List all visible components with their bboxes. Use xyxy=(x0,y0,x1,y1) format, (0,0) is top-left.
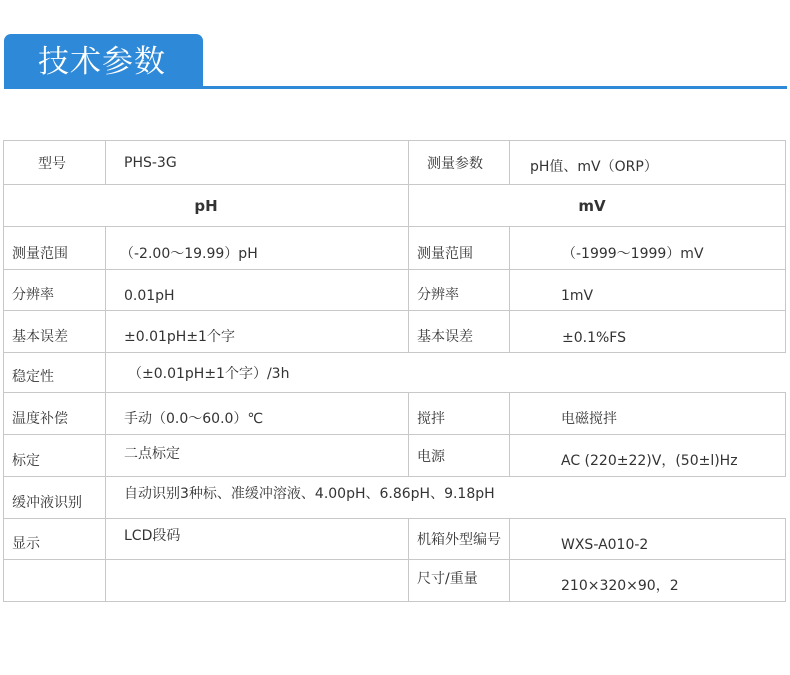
range-label-mv: 测量范围 xyxy=(417,246,473,262)
model-value: PHS-3G xyxy=(124,154,177,171)
label-cell xyxy=(4,393,106,435)
size-weight-value: 210×320×90，2 xyxy=(561,578,679,594)
section-cell-mv xyxy=(409,185,786,227)
value-cell xyxy=(510,519,786,560)
label-cell xyxy=(4,519,106,560)
table-row xyxy=(4,227,786,270)
range-value-mv: （-1999～1999）mV xyxy=(562,246,704,262)
empty-cell xyxy=(106,560,409,602)
value-cell xyxy=(106,519,409,560)
header-divider xyxy=(4,86,787,89)
ph-heading: pH xyxy=(194,196,218,215)
table-row xyxy=(4,519,786,560)
value-cell xyxy=(106,141,409,185)
model-label: 型号 xyxy=(38,155,66,172)
empty-cell xyxy=(4,560,106,602)
error-value-mv: ±0.1%FS xyxy=(562,330,626,346)
label-cell xyxy=(4,311,106,353)
calibration-value: 二点标定 xyxy=(124,446,180,462)
value-cell xyxy=(510,141,786,185)
resolution-value-mv: 1mV xyxy=(561,288,594,304)
value-cell xyxy=(106,311,409,353)
table-row xyxy=(4,270,786,311)
size-weight-label: 尺寸/重量 xyxy=(417,571,478,587)
temp-comp-value: 手动（0.0～60.0）℃ xyxy=(124,411,264,427)
display-label: 显示 xyxy=(12,536,40,552)
power-label: 电源 xyxy=(417,448,445,465)
label-cell xyxy=(409,393,510,435)
calibration-label: 标定 xyxy=(12,453,40,469)
range-label-ph: 测量范围 xyxy=(12,246,68,262)
label-cell xyxy=(409,141,510,185)
label-cell xyxy=(409,311,510,353)
chassis-value: WXS-A010-2 xyxy=(561,537,649,553)
value-cell xyxy=(510,311,786,353)
value-cell xyxy=(510,393,786,435)
stability-label: 稳定性 xyxy=(12,369,54,385)
resolution-label-mv: 分辨率 xyxy=(417,287,459,303)
label-cell xyxy=(4,141,106,185)
label-cell xyxy=(4,270,106,311)
error-label-mv: 基本误差 xyxy=(417,329,473,345)
label-cell xyxy=(409,227,510,270)
range-value-ph: （-2.00～19.99）pH xyxy=(120,246,258,262)
label-cell xyxy=(409,560,510,602)
value-cell xyxy=(510,227,786,270)
value-cell xyxy=(510,560,786,602)
table-row xyxy=(4,560,786,602)
table-row xyxy=(4,353,786,393)
stirring-value: 电磁搅拌 xyxy=(561,411,617,427)
label-cell xyxy=(409,270,510,311)
section-header xyxy=(0,0,790,100)
value-cell xyxy=(510,435,786,477)
value-cell xyxy=(510,270,786,311)
value-cell xyxy=(106,270,409,311)
display-value: LCD段码 xyxy=(124,528,181,544)
table-row xyxy=(4,185,786,227)
value-cell xyxy=(106,477,786,519)
measure-param-label: 测量参数 xyxy=(427,155,483,172)
temp-comp-label: 温度补偿 xyxy=(12,411,68,427)
section-tab xyxy=(4,34,203,88)
mv-heading: mV xyxy=(578,196,606,215)
label-cell xyxy=(4,353,106,393)
section-cell-ph xyxy=(4,185,409,227)
value-cell xyxy=(106,227,409,270)
spec-table xyxy=(3,140,786,602)
value-cell xyxy=(106,435,409,477)
stability-value: （±0.01pH±1个字）/3h xyxy=(128,365,290,382)
label-cell xyxy=(409,435,510,477)
buffer-value: 自动识别3种标、准缓冲溶液、4.00pH、6.86pH、9.18pH xyxy=(124,486,495,502)
buffer-label: 缓冲液识别 xyxy=(12,495,82,511)
table-row xyxy=(4,311,786,353)
value-cell xyxy=(106,393,409,435)
table-row xyxy=(4,141,786,185)
table-row xyxy=(4,477,786,519)
resolution-value-ph: 0.01pH xyxy=(124,288,175,304)
resolution-label-ph: 分辨率 xyxy=(12,287,54,303)
chassis-label: 机箱外型编号 xyxy=(417,532,501,548)
stirring-label: 搅拌 xyxy=(417,411,445,427)
error-value-ph: ±0.01pH±1个字 xyxy=(124,329,235,345)
table-row xyxy=(4,393,786,435)
label-cell xyxy=(4,435,106,477)
power-value: AC (220±22)V，(50±l)Hz xyxy=(561,453,738,469)
label-cell xyxy=(4,477,106,519)
table-row xyxy=(4,435,786,477)
section-title: 技术参数 xyxy=(38,44,166,80)
error-label-ph: 基本误差 xyxy=(12,329,68,345)
value-cell xyxy=(106,353,786,393)
label-cell xyxy=(4,227,106,270)
measure-param-value: pH值、mV（ORP） xyxy=(530,158,658,175)
label-cell xyxy=(409,519,510,560)
